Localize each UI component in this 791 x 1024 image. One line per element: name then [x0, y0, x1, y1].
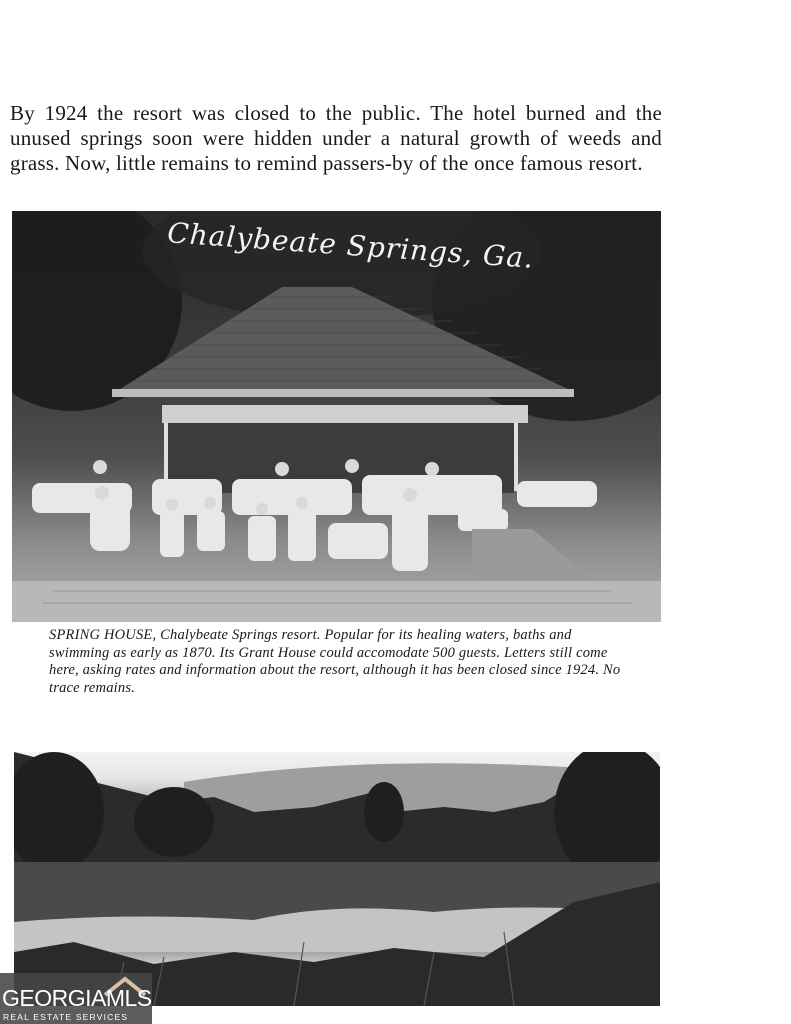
georgiamls-logo — [0, 973, 152, 1024]
intro-paragraph: By 1924 the resort was closed to the public. The hotel burned and the unused springs soon were hidden under a natural growth of weeds and grass. Now, little remains to remind passers-by of the once famous resort. — [10, 101, 662, 175]
spring-house-photo — [12, 211, 661, 622]
lake-illustration — [14, 752, 660, 1006]
photo-caption: SPRING HOUSE, Chalybeate Springs resort. Popular for its healing waters, baths and swimming as early as 1870. Its Grant House could accomodate 500 guests. Letters still come here, asking rates and information about the resort, although it has been closed since 1924. No trace remains. — [49, 627, 621, 696]
photo-inscription: Chalybeate Springs, Ga. — [166, 216, 536, 275]
lake-photo — [14, 752, 660, 1006]
spring-house-illustration — [12, 211, 661, 622]
logo-name: GEORGIAMLS — [2, 985, 152, 1011]
logo-tagline: REAL ESTATE SERVICES — [3, 1012, 129, 1022]
